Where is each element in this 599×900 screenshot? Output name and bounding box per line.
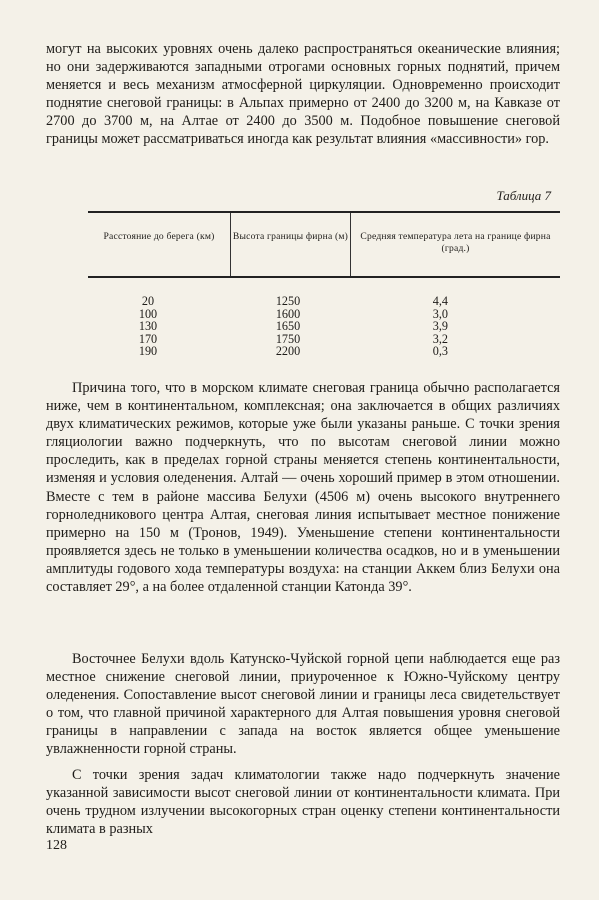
table-row <box>88 320 560 333</box>
table-cell-temperature: 3,9 <box>432 319 448 334</box>
table-cell-distance: 20 <box>141 294 155 308</box>
paragraph-1: могут на высоких уровнях очень далеко распространяться океанические влияния; но они задерживаются западными отрогами основных горных поднятий, причем меняется и весь механизм атмосферной циркуляции. Одновременно происходит поднятие снеговой границы: в Альпах примерно от 2400 до 3200 м, на Кавказе от 2700 до 3700 м, на Алтае от 2400 до 3500 м. Подобное повышение снеговой границы может рассматриваться иногда как результат влияния «массивности» гор. <box>46 41 560 148</box>
paragraph-3: Восточнее Белухи вдоль Катунско-Чуйской горной цепи наблюдается еще раз местное снижение снеговой линии, приуроченное к Южно-Чуйскому центру оледенения. Сопоставление высот снеговой линии и границы леса свидетельствует о том, что главной причиной характерного для Алтая повышения уровня снеговой границы в направлении с запада на восток является общее уменьшение увлажненности горной страны. <box>46 651 560 758</box>
table-cell-height: 1650 <box>275 319 301 334</box>
table-cell-height: 1750 <box>275 331 301 346</box>
table-body <box>88 295 560 358</box>
table-cell-distance: 190 <box>138 344 158 359</box>
table-header-height: Высота границы фирна (м) <box>232 231 349 242</box>
table-row <box>88 295 560 308</box>
table-header-distance: Расстояние до берега (км) <box>103 231 215 242</box>
table-cell-temperature: 3,0 <box>432 306 448 321</box>
page-number: 128 <box>46 838 67 853</box>
table-cell-distance: 130 <box>138 319 158 334</box>
table-cell-distance: 100 <box>138 306 158 321</box>
table-cell-temperature: 0,3 <box>432 344 448 359</box>
paragraph-2: Причина того, что в морском климате снеговая граница обычно располагается ниже, чем в континентальном, комплексная; она заключается в общих различиях двух климатических режимов, которые уже были указаны раньше. С точки зрения гляциологии важно подчеркнуть, что по высотам снеговой линии можно проследить, как в пределах горной страны меняется степень континентальности, изменяя и условия оледенения. Алтай — очень хороший пример в этом отношении. Вместе с тем в районе массива Белухи (4506 м) очень высокого внутреннего горноледникового центра Алтая, снеговая линия испытывает местное понижение примерно на 150 м (Тронов, 1949). Уменьшение степени континентальности проявляется здесь не только в уменьшении количества осадков, но и в уменьшении амплитуды годового хода температуры воздуха: на станции Аккем близ Белухи она составляет 29°, а на более отдаленной станции Катонда 39°. <box>46 380 560 596</box>
table-cell-distance: 170 <box>138 331 158 346</box>
table-cell-temperature: 3,2 <box>432 331 448 346</box>
table-row <box>88 333 560 346</box>
table-caption: Таблица 7 <box>496 188 551 203</box>
table-cell-height: 2200 <box>275 344 301 359</box>
table-cell-height: 1600 <box>275 306 301 321</box>
table-row <box>88 308 560 321</box>
table-header-rule <box>88 276 560 278</box>
table-cell-height: 1250 <box>275 294 301 308</box>
table-top-rule <box>88 211 560 213</box>
table-row <box>88 345 560 358</box>
table-cell-temperature: 4,4 <box>432 294 448 308</box>
paragraph-4: С точки зрения задач климатологии также надо подчеркнуть значение указанной зависимости высот снеговой линии от континентальности климата. При очень трудном излучении высокогорных стран оценку степени континентальности климата в разных <box>46 767 560 838</box>
table-column-divider <box>230 213 231 276</box>
table-header-temperature: Средняя температура лета на границе фирна (град.) <box>360 231 551 254</box>
